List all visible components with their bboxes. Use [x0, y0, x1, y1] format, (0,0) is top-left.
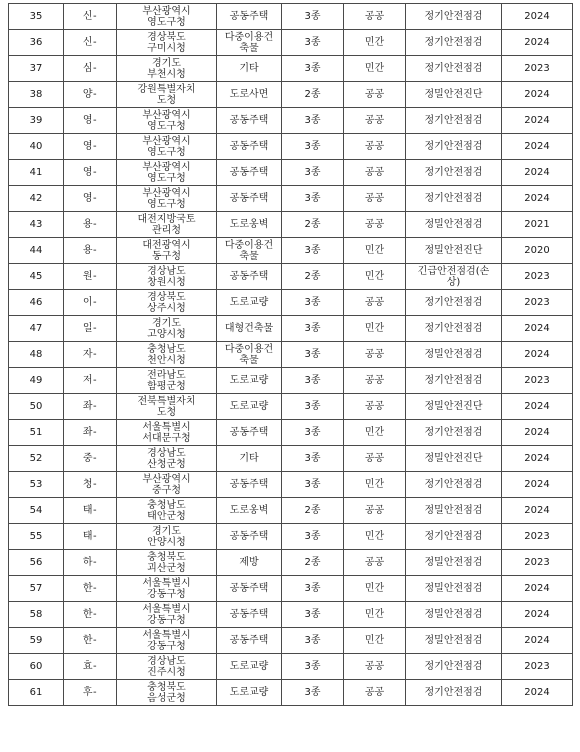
facility-type-cell: 공동주택	[217, 160, 282, 186]
table-row	[9, 628, 573, 654]
row-number-cell: 56	[9, 550, 64, 576]
inspection-year-cell: 2024	[502, 420, 573, 446]
facility-type-cell: 대형건축물	[217, 316, 282, 342]
owner-name-cell: 용-	[64, 238, 117, 264]
region-office-cell: 부산광역시 영도구청	[117, 4, 217, 30]
owner-name-cell: 신-	[64, 30, 117, 56]
region-office-cell: 충청북도 괴산군청	[117, 550, 217, 576]
row-number-cell: 41	[9, 160, 64, 186]
facility-type-cell: 공동주택	[217, 472, 282, 498]
facility-type-cell: 도로교량	[217, 290, 282, 316]
facility-grade-cell: 3종	[282, 342, 344, 368]
sector-cell: 공공	[344, 446, 406, 472]
inspection-year-cell: 2023	[502, 264, 573, 290]
sector-cell: 공공	[344, 368, 406, 394]
row-number-cell: 61	[9, 680, 64, 706]
inspection-year-cell: 2024	[502, 160, 573, 186]
row-number-cell: 39	[9, 108, 64, 134]
inspection-type-cell: 정기안전점검	[406, 368, 502, 394]
facility-type-cell: 도로교량	[217, 394, 282, 420]
region-office-cell: 부산광역시 영도구청	[117, 160, 217, 186]
facility-type-cell: 도로교량	[217, 680, 282, 706]
row-number-cell: 43	[9, 212, 64, 238]
inspection-year-cell: 2024	[502, 446, 573, 472]
region-office-cell: 경기도 부천시청	[117, 56, 217, 82]
table-row	[9, 446, 573, 472]
region-office-cell: 부산광역시 영도구청	[117, 108, 217, 134]
region-office-cell: 경기도 안양시청	[117, 524, 217, 550]
owner-name-cell: 영-	[64, 108, 117, 134]
facility-type-cell: 공동주택	[217, 420, 282, 446]
inspection-year-cell: 2023	[502, 654, 573, 680]
sector-cell: 민간	[344, 264, 406, 290]
inspection-type-cell: 긴급안전점검(손 상)	[406, 264, 502, 290]
table-row	[9, 212, 573, 238]
inspection-type-cell: 정기안전점검	[406, 472, 502, 498]
owner-name-cell: 영-	[64, 160, 117, 186]
row-number-cell: 48	[9, 342, 64, 368]
row-number-cell: 47	[9, 316, 64, 342]
owner-name-cell: 일-	[64, 316, 117, 342]
row-number-cell: 58	[9, 602, 64, 628]
region-office-cell: 서울특별시 강동구청	[117, 628, 217, 654]
facility-grade-cell: 3종	[282, 290, 344, 316]
region-office-cell: 충청북도 음성군청	[117, 680, 217, 706]
owner-name-cell: 원-	[64, 264, 117, 290]
facility-type-cell: 공동주택	[217, 134, 282, 160]
table-row	[9, 30, 573, 56]
facility-grade-cell: 2종	[282, 212, 344, 238]
facility-type-cell: 제방	[217, 550, 282, 576]
facility-grade-cell: 2종	[282, 264, 344, 290]
table-row	[9, 498, 573, 524]
inspection-type-cell: 정기안전점검	[406, 30, 502, 56]
inspection-type-cell: 정기안전점검	[406, 186, 502, 212]
region-office-cell: 경기도 고양시청	[117, 316, 217, 342]
region-office-cell: 경상남도 산청군청	[117, 446, 217, 472]
row-number-cell: 49	[9, 368, 64, 394]
owner-name-cell: 한-	[64, 602, 117, 628]
table-row	[9, 264, 573, 290]
facility-type-cell: 다중이용건 축물	[217, 342, 282, 368]
sector-cell: 민간	[344, 56, 406, 82]
table-row	[9, 420, 573, 446]
table-row	[9, 524, 573, 550]
table-row	[9, 186, 573, 212]
region-office-cell: 충청남도 천안시청	[117, 342, 217, 368]
row-number-cell: 37	[9, 56, 64, 82]
inspection-type-cell: 정기안전점검	[406, 134, 502, 160]
owner-name-cell: 신-	[64, 4, 117, 30]
sector-cell: 공공	[344, 160, 406, 186]
row-number-cell: 42	[9, 186, 64, 212]
inspection-year-cell: 2024	[502, 316, 573, 342]
inspection-year-cell: 2023	[502, 550, 573, 576]
inspection-type-cell: 정밀안전점검	[406, 628, 502, 654]
inspection-type-cell: 정밀안전점검	[406, 212, 502, 238]
inspection-year-cell: 2023	[502, 368, 573, 394]
inspection-type-cell: 정기안전점검	[406, 420, 502, 446]
inspection-year-cell: 2024	[502, 4, 573, 30]
facility-grade-cell: 3종	[282, 368, 344, 394]
owner-name-cell: 좌-	[64, 394, 117, 420]
owner-name-cell: 좌-	[64, 420, 117, 446]
owner-name-cell: 효-	[64, 654, 117, 680]
facility-grade-cell: 3종	[282, 628, 344, 654]
sector-cell: 민간	[344, 576, 406, 602]
sector-cell: 민간	[344, 316, 406, 342]
facility-type-cell: 도로교량	[217, 368, 282, 394]
facility-grade-cell: 3종	[282, 680, 344, 706]
sector-cell: 공공	[344, 4, 406, 30]
inspection-type-cell: 정기안전점검	[406, 4, 502, 30]
table-row	[9, 472, 573, 498]
region-office-cell: 전라남도 함평군청	[117, 368, 217, 394]
owner-name-cell: 이-	[64, 290, 117, 316]
inspection-year-cell: 2024	[502, 186, 573, 212]
region-office-cell: 경상남도 진주시청	[117, 654, 217, 680]
region-office-cell: 경상남도 창원시청	[117, 264, 217, 290]
table-row	[9, 394, 573, 420]
sector-cell: 민간	[344, 238, 406, 264]
table-row	[9, 108, 573, 134]
facility-grade-cell: 3종	[282, 186, 344, 212]
facility-grade-cell: 3종	[282, 420, 344, 446]
region-office-cell: 강원특별자치 도청	[117, 82, 217, 108]
inspection-type-cell: 정기안전점검	[406, 160, 502, 186]
inspection-year-cell: 2024	[502, 628, 573, 654]
inspection-year-cell: 2024	[502, 576, 573, 602]
owner-name-cell: 청-	[64, 472, 117, 498]
facility-grade-cell: 2종	[282, 82, 344, 108]
inspection-year-cell: 2024	[502, 108, 573, 134]
owner-name-cell: 저-	[64, 368, 117, 394]
sector-cell: 공공	[344, 654, 406, 680]
facility-grade-cell: 3종	[282, 524, 344, 550]
row-number-cell: 46	[9, 290, 64, 316]
inspection-type-cell: 정기안전점검	[406, 290, 502, 316]
table-row	[9, 550, 573, 576]
row-number-cell: 57	[9, 576, 64, 602]
table-row	[9, 4, 573, 30]
region-office-cell: 부산광역시 영도구청	[117, 186, 217, 212]
sector-cell: 공공	[344, 342, 406, 368]
region-office-cell: 서울특별시 서대문구청	[117, 420, 217, 446]
facility-type-cell: 도로교량	[217, 654, 282, 680]
inspection-type-cell: 정기안전점검	[406, 680, 502, 706]
facility-type-cell: 기타	[217, 446, 282, 472]
facility-type-cell: 기타	[217, 56, 282, 82]
region-office-cell: 서울특별시 강동구청	[117, 602, 217, 628]
sector-cell: 공공	[344, 82, 406, 108]
inspection-type-cell: 정밀안전점검	[406, 550, 502, 576]
row-number-cell: 59	[9, 628, 64, 654]
inspection-year-cell: 2023	[502, 524, 573, 550]
inspection-year-cell: 2024	[502, 30, 573, 56]
sector-cell: 민간	[344, 524, 406, 550]
facility-grade-cell: 3종	[282, 602, 344, 628]
inspection-year-cell: 2024	[502, 342, 573, 368]
row-number-cell: 54	[9, 498, 64, 524]
inspection-type-cell: 정기안전점검	[406, 108, 502, 134]
inspection-type-cell: 정밀안전진단	[406, 238, 502, 264]
row-number-cell: 38	[9, 82, 64, 108]
facility-grade-cell: 3종	[282, 56, 344, 82]
facility-grade-cell: 3종	[282, 108, 344, 134]
facility-type-cell: 공동주택	[217, 602, 282, 628]
inspection-year-cell: 2023	[502, 56, 573, 82]
inspection-year-cell: 2024	[502, 394, 573, 420]
inspection-type-cell: 정기안전점검	[406, 316, 502, 342]
inspection-type-cell: 정기안전점검	[406, 56, 502, 82]
owner-name-cell: 중-	[64, 446, 117, 472]
row-number-cell: 50	[9, 394, 64, 420]
facility-type-cell: 공동주택	[217, 4, 282, 30]
table-row	[9, 576, 573, 602]
facility-grade-cell: 3종	[282, 316, 344, 342]
sector-cell: 민간	[344, 472, 406, 498]
owner-name-cell: 영-	[64, 186, 117, 212]
facility-grade-cell: 3종	[282, 4, 344, 30]
owner-name-cell: 영-	[64, 134, 117, 160]
table-row	[9, 680, 573, 706]
sector-cell: 민간	[344, 30, 406, 56]
inspection-type-cell: 정밀안전점검	[406, 342, 502, 368]
region-office-cell: 서울특별시 강동구청	[117, 576, 217, 602]
owner-name-cell: 한-	[64, 628, 117, 654]
inspection-year-cell: 2024	[502, 602, 573, 628]
facility-grade-cell: 3종	[282, 654, 344, 680]
row-number-cell: 60	[9, 654, 64, 680]
sector-cell: 민간	[344, 602, 406, 628]
row-number-cell: 35	[9, 4, 64, 30]
row-number-cell: 55	[9, 524, 64, 550]
inspection-type-cell: 정밀안전점검	[406, 576, 502, 602]
facility-grade-cell: 3종	[282, 576, 344, 602]
inspection-type-cell: 정밀안전진단	[406, 82, 502, 108]
facility-type-cell: 도로옹벽	[217, 212, 282, 238]
table-row	[9, 602, 573, 628]
inspection-year-cell: 2024	[502, 134, 573, 160]
sector-cell: 민간	[344, 420, 406, 446]
sector-cell: 공공	[344, 134, 406, 160]
facility-grade-cell: 3종	[282, 238, 344, 264]
table-body	[9, 4, 573, 706]
inspection-year-cell: 2020	[502, 238, 573, 264]
facility-type-cell: 다중이용건 축물	[217, 30, 282, 56]
sector-cell: 공공	[344, 212, 406, 238]
facility-type-cell: 공동주택	[217, 264, 282, 290]
inspection-type-cell: 정기안전점검	[406, 654, 502, 680]
row-number-cell: 53	[9, 472, 64, 498]
facility-grade-cell: 3종	[282, 134, 344, 160]
table-row	[9, 368, 573, 394]
row-number-cell: 40	[9, 134, 64, 160]
facility-grade-cell: 3종	[282, 446, 344, 472]
table-row	[9, 134, 573, 160]
facility-grade-cell: 3종	[282, 160, 344, 186]
row-number-cell: 51	[9, 420, 64, 446]
inspection-year-cell: 2024	[502, 498, 573, 524]
sector-cell: 공공	[344, 290, 406, 316]
inspection-type-cell: 정밀안전진단	[406, 446, 502, 472]
sector-cell: 공공	[344, 108, 406, 134]
facility-type-cell: 도로사면	[217, 82, 282, 108]
inspection-year-cell: 2021	[502, 212, 573, 238]
owner-name-cell: 한-	[64, 576, 117, 602]
region-office-cell: 부산광역시 영도구청	[117, 134, 217, 160]
owner-name-cell: 하-	[64, 550, 117, 576]
facility-type-cell: 도로옹벽	[217, 498, 282, 524]
facility-grade-cell: 3종	[282, 394, 344, 420]
region-office-cell: 경상북도 상주시청	[117, 290, 217, 316]
facility-type-cell: 공동주택	[217, 524, 282, 550]
facility-type-cell: 공동주택	[217, 628, 282, 654]
facility-type-cell: 공동주택	[217, 108, 282, 134]
row-number-cell: 52	[9, 446, 64, 472]
sector-cell: 공공	[344, 394, 406, 420]
facility-grade-cell: 3종	[282, 472, 344, 498]
owner-name-cell: 심-	[64, 56, 117, 82]
row-number-cell: 44	[9, 238, 64, 264]
region-office-cell: 충청남도 태안군청	[117, 498, 217, 524]
inspection-year-cell: 2024	[502, 680, 573, 706]
inspection-year-cell: 2024	[502, 82, 573, 108]
owner-name-cell: 태-	[64, 498, 117, 524]
sector-cell: 공공	[344, 498, 406, 524]
owner-name-cell: 용-	[64, 212, 117, 238]
owner-name-cell: 자-	[64, 342, 117, 368]
region-office-cell: 대전지방국토 관리청	[117, 212, 217, 238]
region-office-cell: 전북특별자치 도청	[117, 394, 217, 420]
table-row	[9, 316, 573, 342]
region-office-cell: 경상북도 구미시청	[117, 30, 217, 56]
row-number-cell: 36	[9, 30, 64, 56]
facility-grade-cell: 2종	[282, 550, 344, 576]
table-row	[9, 160, 573, 186]
owner-name-cell: 후-	[64, 680, 117, 706]
table-row	[9, 654, 573, 680]
inspection-type-cell: 정밀안전진단	[406, 394, 502, 420]
facility-grade-cell: 2종	[282, 498, 344, 524]
row-number-cell: 45	[9, 264, 64, 290]
sector-cell: 민간	[344, 628, 406, 654]
owner-name-cell: 태-	[64, 524, 117, 550]
facility-type-cell: 공동주택	[217, 186, 282, 212]
region-office-cell: 대전광역시 동구청	[117, 238, 217, 264]
region-office-cell: 부산광역시 중구청	[117, 472, 217, 498]
table-row	[9, 238, 573, 264]
inspection-type-cell: 정밀안전점검	[406, 602, 502, 628]
facility-type-cell: 다중이용건 축물	[217, 238, 282, 264]
owner-name-cell: 양-	[64, 82, 117, 108]
sector-cell: 공공	[344, 186, 406, 212]
inspection-type-cell: 정기안전점검	[406, 524, 502, 550]
inspection-year-cell: 2023	[502, 290, 573, 316]
facility-grade-cell: 3종	[282, 30, 344, 56]
inspection-table	[8, 3, 573, 706]
sector-cell: 공공	[344, 550, 406, 576]
facility-type-cell: 공동주택	[217, 576, 282, 602]
table-row	[9, 56, 573, 82]
table-row	[9, 82, 573, 108]
sector-cell: 공공	[344, 680, 406, 706]
inspection-type-cell: 정밀안전점검	[406, 498, 502, 524]
table-row	[9, 290, 573, 316]
table-row	[9, 342, 573, 368]
inspection-year-cell: 2024	[502, 472, 573, 498]
